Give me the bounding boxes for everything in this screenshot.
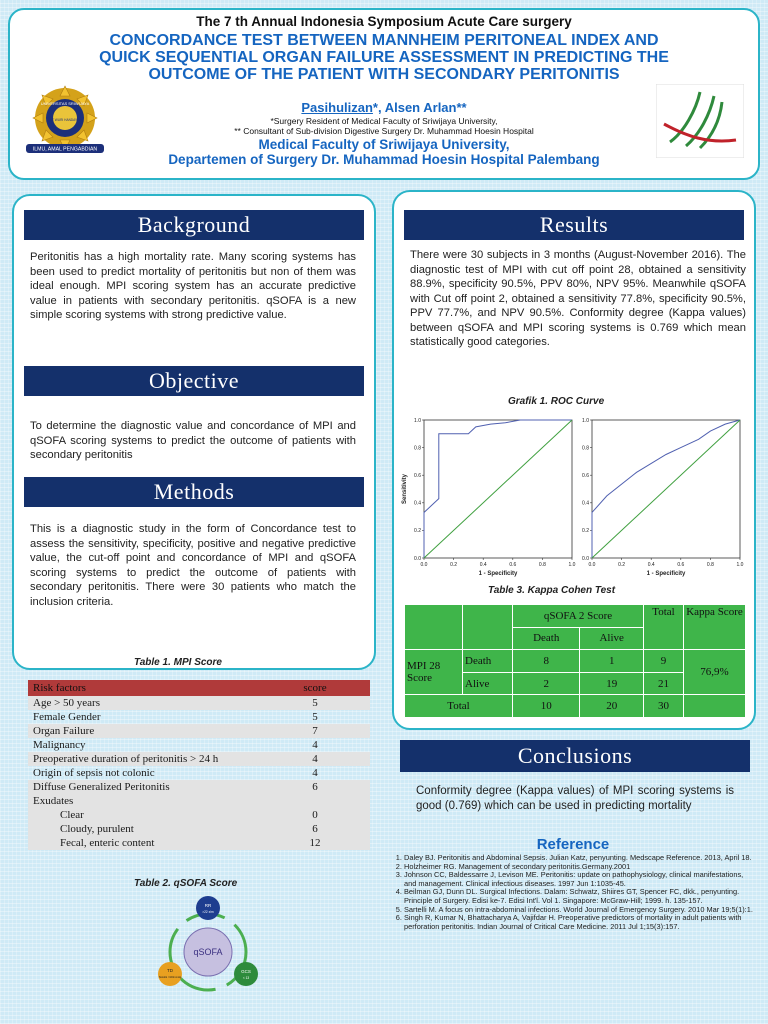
x-tick-label: 0.2: [618, 562, 626, 568]
x-tick-label: 0.0: [588, 562, 596, 568]
methods-text: This is a diagnostic study in the form of Concordance test to assess the sensitivity, specificity, positive and negative predictive value, the cut-off point and concordance of MPI and qSOFA scoring systems to predict the outcome of patients with secondary peritonitis. There were 30 patients who match the inclusion criteria.: [30, 523, 356, 608]
reference-item: 4. Beilman GJ, Dunn DL. Surgical Infections. Dalam: Schwatz, Shiires GT, Spencer FC, dkk., penyunting. Principle of Surgery. Edisi ke-7. Edisi Int'l. Vol 1. Singapore: McGraw-Hill; 1999. h. 135-157.: [404, 888, 754, 905]
table-row: [28, 766, 370, 780]
rr-node: [196, 896, 220, 920]
poster-title: [0, 32, 768, 83]
td-node: [158, 962, 182, 986]
y-tick-label: 0.8: [582, 445, 589, 452]
kappa-cell: 21: [644, 672, 684, 695]
exudate-score: 0: [260, 808, 370, 822]
y-tick-label: 1.0: [582, 417, 589, 424]
table-row: [405, 695, 746, 718]
exudate-type: Fecal, enteric content: [28, 836, 260, 850]
faculty-line-2: Departemen of Surgery Dr. Muhammad Hoesin Hospital Palembang: [168, 152, 600, 167]
logo-banner: ILMU, AMAL PENGABDIAN: [32, 146, 98, 153]
kappa-cell: 30: [644, 695, 684, 718]
x-tick-label: 0.8: [706, 562, 714, 568]
y-tick-label: 0.0: [414, 555, 421, 562]
kappa-cell: 9: [644, 650, 684, 673]
exudate-type: Clear: [28, 808, 260, 822]
reference-item: 1. Daley BJ. Peritonitis and Abdominal Sepsis. Julian Katz, penyunting. Medscape Reference. 2013, April 18.: [404, 854, 754, 863]
x-tick-label: 1.0: [736, 562, 744, 568]
logo-motto: TUT WURI HANDAYANI: [47, 118, 83, 122]
authors: [0, 100, 768, 115]
table-row: [28, 696, 370, 710]
risk-factor: Diffuse Generalized Peritonitis: [28, 780, 260, 794]
table-row: [28, 836, 370, 850]
table-row: [28, 808, 370, 822]
kappa-cell: 2: [513, 672, 580, 695]
conclusions-text: Conformity degree (Kappa values) of MPI scoring systems is good (0.769) which can be used in predicting mortality: [416, 785, 734, 812]
risk-factor: Preoperative duration of peritonitis > 24 h: [28, 752, 260, 766]
reference-list: [392, 854, 754, 931]
table-row: [405, 605, 746, 628]
risk-factor: Age > 50 years: [28, 696, 260, 710]
rr-sub: >22 x/m: [202, 910, 214, 914]
title-line-2: QUICK SEQUENTIAL ORGAN FAILURE ASSESSMENT IN PREDICTING THE: [99, 49, 669, 66]
td-sub: Sistolik <100mmHg: [158, 976, 182, 979]
table2-caption: Table 2. qSOFA Score: [134, 878, 238, 889]
risk-score: 6: [260, 780, 370, 794]
risk-score: 5: [260, 696, 370, 710]
death-header: Death: [513, 627, 580, 650]
table1-caption: Table 1. MPI Score: [134, 657, 222, 668]
x-axis-label: 1 - Specificity: [646, 571, 686, 577]
qsofa-header: qSOFA 2 Score: [513, 605, 644, 628]
table-row: [28, 738, 370, 752]
reference-item: 2. Holzheimer RG. Management of secondary peritonitis.Germany.2001: [404, 863, 754, 872]
x-tick-label: 0.4: [647, 562, 655, 568]
x-tick-label: 0.6: [509, 562, 517, 568]
lead-author: Pasihulizan: [301, 100, 373, 115]
risk-factor: Origin of sepsis not colonic: [33, 767, 155, 779]
kappa-cell: 20: [580, 695, 644, 718]
kappa-cell: 19: [580, 672, 644, 695]
faculty-line-1: Medical Faculty of Sriwijaya University,: [258, 137, 510, 152]
table-row: [28, 822, 370, 836]
risk-score: 5: [312, 711, 318, 723]
reference-item: 6. Singh R, Kumar N, Bhattacharya A, Vajifdar H. Preoperative predictors of mortality in adult patients with perforation peritonitis. Indian Journal of Critical Care Medicine. 2011 Jul 1;15(3):157.: [404, 914, 754, 931]
y-tick-label: 0.2: [414, 528, 421, 535]
x-axis-label: 1 - Specificity: [478, 571, 518, 577]
table-row: [28, 794, 370, 808]
y-tick-label: 1.0: [414, 417, 421, 424]
results-heading: Results: [404, 210, 744, 240]
y-tick-label: 0.8: [414, 445, 421, 452]
y-tick-label: 0.4: [414, 500, 421, 507]
mpi-score-table: [28, 680, 370, 850]
table-header-row: [28, 680, 370, 696]
table-row: [28, 724, 370, 738]
logo-name: UNIVERSITAS SRIWIJAYA: [40, 101, 90, 106]
table-row: [28, 780, 370, 794]
affiliation-2: ** Consultant of Sub-division Digestive Surgery Dr. Muhammad Hoesin Hospital: [234, 126, 534, 136]
exudate-type: Cloudy, purulent: [28, 822, 260, 836]
exudates-label: Exudates: [28, 794, 260, 808]
gcs-label: GCS: [241, 969, 251, 974]
risk-factor: Malignancy: [33, 739, 86, 751]
mpi-label: MPI 28 Score: [405, 650, 463, 695]
exudate-score: 6: [260, 822, 370, 836]
roc-charts: [398, 410, 750, 580]
affiliation-1: *Surgery Resident of Medical Faculty of Sriwijaya University,: [270, 116, 498, 126]
x-tick-label: 0.4: [479, 562, 487, 568]
y-tick-label: 0.2: [582, 528, 589, 535]
reference-item: 5. Sartelli M. A focus on intra-abdominal infections. World Journal of Emergency Surgery. 2010 Mar 19;5(1):1.: [404, 906, 754, 915]
risk-score: 4: [260, 752, 370, 766]
table-header: score: [260, 680, 370, 696]
x-tick-label: 1.0: [568, 562, 576, 568]
x-tick-label: 0.0: [420, 562, 428, 568]
table-row: [405, 650, 746, 673]
background-text: Peritonitis has a high mortality rate. Many scoring systems has been used to predict mortality of peritonitis but non of them was ideal enough. MPI scoring system has an accurate predictive value in patients with secondary peritonitis. qSOFA is a new simple scoring systems with strong predictive value.: [30, 251, 356, 321]
table-row: [28, 710, 370, 724]
conclusions-heading: Conclusions: [400, 740, 750, 772]
reference-item: 3. Johnson CC, Baldessarre J, Levison ME. Peritonitis: update on pathophysiology, clinical manifestations, and management. Clinical infectious diseases. 1997 Jun 1:1035-45.: [404, 871, 754, 888]
death-row-label: Death: [463, 650, 513, 673]
x-tick-label: 0.2: [450, 562, 458, 568]
title-line-3: OUTCOME OF THE PATIENT WITH SECONDARY PERITONITIS: [148, 66, 620, 83]
table-row: [28, 752, 370, 766]
x-tick-label: 0.6: [677, 562, 685, 568]
methods-heading: Methods: [24, 477, 364, 507]
kappa-value: 76,9%: [684, 650, 746, 695]
rr-label: RR: [204, 903, 212, 908]
alive-header: Alive: [580, 627, 644, 650]
y-tick-label: 0.6: [582, 473, 589, 479]
y-tick-label: 0.4: [582, 500, 589, 507]
qsofa-diagram: [148, 894, 268, 1016]
risk-factor: Organ Failure: [28, 724, 260, 738]
kappa-cell: 8: [513, 650, 580, 673]
y-tick-label: 0.0: [582, 555, 589, 562]
y-axis-label: Sensitivity: [402, 473, 408, 505]
kappa-table: [404, 604, 746, 718]
qsofa-center-label: qSOFA: [193, 947, 223, 957]
results-text: There were 30 subjects in 3 months (August-November 2016). The diagnostic test of MPI with cut off point 28, obtained a sensitivity 88.9%, specificity 90.5%, PPV 80%, NPV 95%. Meanwhile qSOFA with Cut off point 2, obtained a sensitivity 77.8%, specificity 90.5%, PPV 77.7%, and NPV 90.5%. Conformity degree (Kappa values) between qSOFA and MPI scoring systems is 0.769 which mean statistically good categories.: [410, 249, 746, 348]
x-tick-label: 0.8: [538, 562, 546, 568]
gcs-node: [234, 962, 258, 986]
table3-caption: Table 3. Kappa Cohen Test: [488, 585, 616, 596]
total-header: Total: [644, 605, 684, 650]
co-authors: *, Alsen Arlan**: [372, 100, 467, 115]
td-label: TD: [167, 968, 173, 973]
reference-heading: Reference: [536, 836, 610, 853]
objective-heading: Objective: [24, 366, 364, 396]
table-header: Risk factors: [28, 680, 260, 696]
roc-caption: Grafik 1. ROC Curve: [508, 396, 605, 407]
risk-factor: Female Gender: [33, 711, 101, 723]
title-line-1: CONCORDANCE TEST BETWEEN MANNHEIM PERITONEAL INDEX AND: [109, 32, 659, 49]
kappa-cell: 10: [513, 695, 580, 718]
objective-text: To determine the diagnostic value and concordance of MPI and qSOFA scoring systems to predict the outcome of patients with secondary peritonitis: [30, 420, 356, 461]
risk-score: 4: [312, 739, 318, 751]
risk-score: 7: [260, 724, 370, 738]
kappa-header: Kappa Score: [684, 605, 746, 650]
y-tick-label: 0.6: [414, 473, 421, 479]
symposium-title: The 7 th Annual Indonesia Symposium Acute Care surgery: [196, 14, 572, 29]
alive-row-label: Alive: [463, 672, 513, 695]
total-row-label: Total: [405, 695, 513, 718]
gcs-sub: < 13: [242, 976, 250, 980]
risk-score: 4: [312, 767, 318, 779]
kappa-cell: 1: [580, 650, 644, 673]
background-heading: Background: [24, 210, 364, 240]
exudate-score: 12: [260, 836, 370, 850]
